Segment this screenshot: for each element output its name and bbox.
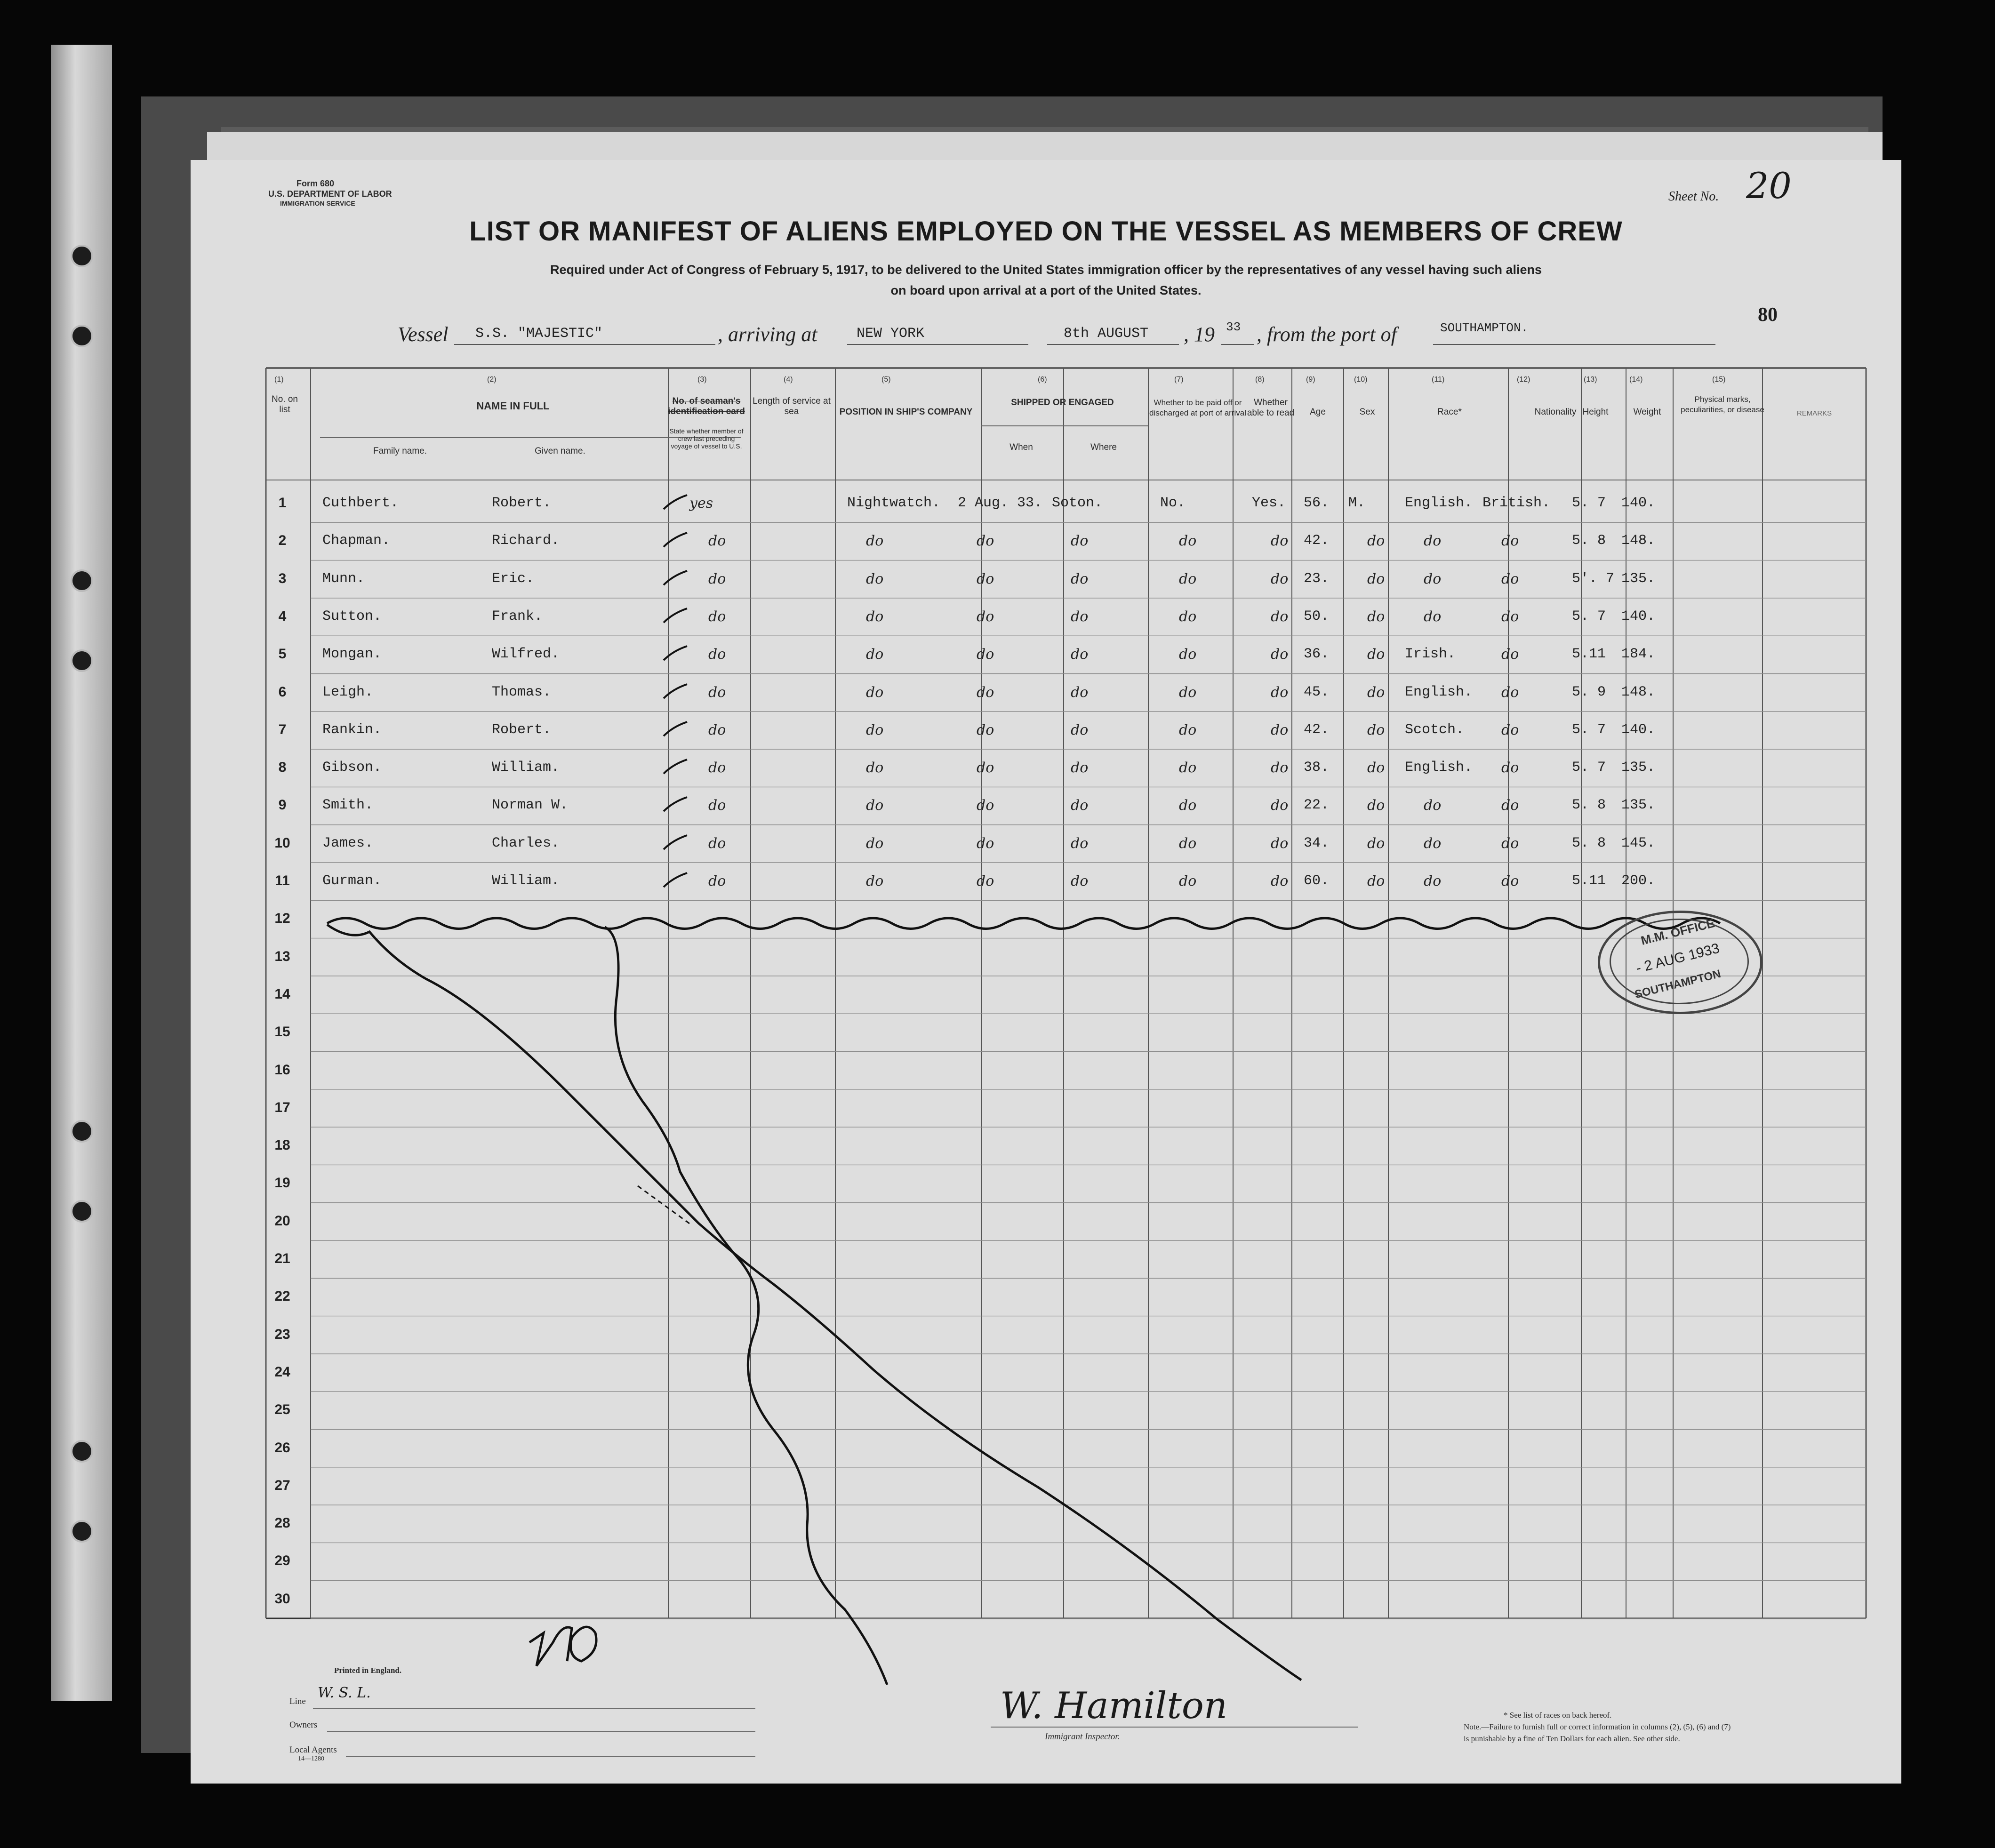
race-note: * See list of races on back hereof. — [1504, 1711, 1612, 1720]
cell-race: do — [1424, 797, 1442, 814]
cell-position: do — [866, 570, 884, 587]
footer-lines — [191, 160, 1901, 1784]
failure-note-2: is punishable by a fine of Ten Dollars for each alien. See other side. — [1464, 1734, 1680, 1743]
binder-hole — [71, 1120, 93, 1143]
row-number: 11 — [275, 873, 290, 888]
cell-sex: M. — [1348, 495, 1366, 511]
col-num-3: (3) — [697, 376, 707, 384]
header-shipped: SHIPPED OR ENGAGED — [1011, 398, 1114, 408]
cell-read: do — [1271, 608, 1289, 625]
cell-position: do — [866, 835, 884, 852]
stamp-top: M.M. OFFICE — [1639, 916, 1716, 948]
row-number: 16 — [274, 1062, 290, 1078]
page-number: 80 — [1758, 304, 1778, 326]
cell-when: do — [977, 684, 994, 701]
cell-weight: 148. — [1621, 533, 1656, 549]
cell-when: do — [977, 646, 994, 663]
cell-family: James. — [322, 835, 374, 851]
cell-family: Rankin. — [322, 721, 382, 738]
header-seaman-card-note: State whether member of crew last preceding voyage of vessel to U.S. — [669, 427, 744, 450]
header-sex: Sex — [1359, 407, 1375, 417]
cell-race: do — [1424, 873, 1442, 889]
cell-given: Wilfred. — [492, 646, 560, 663]
cell-card: do — [708, 760, 726, 776]
cell-when: do — [977, 721, 994, 738]
cell-given: Eric. — [492, 570, 535, 587]
cell-card: do — [708, 608, 726, 625]
col-num-14: (14) — [1629, 376, 1643, 384]
cell-weight: 140. — [1621, 608, 1656, 624]
cell-paid: do — [1179, 873, 1197, 889]
inspector-label: Immigrant Inspector. — [1045, 1732, 1120, 1742]
row-number: 3 — [278, 570, 287, 586]
cell-card: yes — [689, 495, 713, 512]
cell-given: William. — [492, 760, 560, 776]
cell-where: do — [1071, 721, 1089, 738]
printed-in: Printed in England. — [334, 1666, 402, 1675]
cell-age: 42. — [1304, 721, 1330, 738]
row-number: 26 — [274, 1440, 290, 1456]
cell-when: do — [977, 873, 994, 889]
row-number: 17 — [274, 1099, 290, 1115]
cell-race: do — [1424, 835, 1442, 852]
col-num-8: (8) — [1255, 376, 1265, 384]
binder-hole — [71, 1200, 93, 1223]
cell-family: Sutton. — [322, 608, 382, 624]
cell-sex: do — [1367, 533, 1385, 550]
header-name-in-full: NAME IN FULL — [476, 400, 550, 412]
cell-when: do — [977, 797, 994, 814]
cell-read: do — [1271, 721, 1289, 738]
cell-race: do — [1424, 608, 1442, 625]
line-value: W. S. L. — [318, 1685, 371, 1701]
inspector-signature: W. Hamilton — [1000, 1685, 1228, 1727]
cell-given: Richard. — [492, 533, 560, 549]
row-number: 7 — [278, 721, 287, 737]
cell-weight: 145. — [1621, 835, 1656, 851]
cell-height: 5. 7 — [1572, 760, 1606, 776]
cell-card: do — [708, 873, 726, 889]
row-number: 19 — [274, 1175, 290, 1191]
cell-where: do — [1071, 797, 1089, 814]
header-age: Age — [1310, 407, 1326, 417]
cell-sex: do — [1367, 684, 1385, 701]
header-remarks: REMARKS — [1796, 409, 1832, 417]
cell-weight: 148. — [1621, 684, 1656, 700]
cell-where: do — [1071, 608, 1089, 625]
cell-family: Chapman. — [322, 533, 391, 549]
cell-sex: do — [1367, 797, 1385, 814]
row-number: 8 — [278, 760, 287, 776]
cell-paid: do — [1179, 797, 1197, 814]
cell-height: 5. 9 — [1572, 684, 1606, 700]
row-number: 24 — [274, 1364, 290, 1380]
cell-where: Soton. — [1052, 495, 1103, 511]
binder-hole — [71, 1440, 93, 1463]
sheet-label: Sheet No. — [1668, 189, 1719, 204]
year-suffix: 33 — [1226, 320, 1241, 334]
cell-race: do — [1424, 570, 1442, 587]
cell-age: 23. — [1304, 570, 1330, 587]
cell-age: 42. — [1304, 533, 1330, 549]
cell-nationality: do — [1501, 760, 1519, 776]
header-given-name: Given name. — [535, 446, 585, 456]
cell-weight: 135. — [1621, 570, 1656, 587]
row-number: 27 — [274, 1477, 290, 1493]
row-number: 9 — [278, 797, 287, 813]
cell-given: Robert. — [492, 721, 552, 738]
cell-position: do — [866, 608, 884, 625]
cell-paid: do — [1179, 760, 1197, 776]
col-num-7: (7) — [1174, 376, 1184, 384]
header-able-read: Whether able to read — [1247, 398, 1295, 418]
departure-port: SOUTHAMPTON. — [1440, 321, 1529, 335]
department: U.S. DEPARTMENT OF LABOR — [268, 189, 392, 199]
header-where: Where — [1090, 442, 1117, 452]
col-num-1: (1) — [274, 376, 284, 384]
binder-hole — [71, 245, 93, 267]
cell-race: English. — [1405, 760, 1473, 776]
cell-sex: do — [1367, 873, 1385, 889]
cell-position: do — [866, 760, 884, 776]
cell-height: 5. 7 — [1572, 721, 1606, 738]
cell-sex: do — [1367, 835, 1385, 852]
line-label: Line — [289, 1696, 306, 1706]
arriving-label: , arriving at — [718, 323, 817, 346]
row-number: 5 — [278, 646, 287, 662]
cell-paid: do — [1179, 684, 1197, 701]
cell-nationality: do — [1501, 835, 1519, 852]
cell-paid: do — [1179, 646, 1197, 663]
cell-height: 5. 8 — [1572, 797, 1606, 814]
cell-read: do — [1271, 533, 1289, 550]
agents-code: 14—1280 — [298, 1755, 324, 1762]
cell-nationality: do — [1501, 646, 1519, 663]
cell-read: do — [1271, 570, 1289, 587]
cell-height: 5. 7 — [1572, 608, 1606, 624]
cell-where: do — [1071, 646, 1089, 663]
cell-where: do — [1071, 760, 1089, 776]
cell-height: 5.11 — [1572, 646, 1606, 663]
row-number: 1 — [278, 495, 287, 511]
row-number: 2 — [278, 533, 287, 549]
agents-label: Local Agents — [289, 1745, 337, 1755]
cell-position: do — [866, 797, 884, 814]
cell-card: do — [708, 533, 726, 550]
col-num-4: (4) — [784, 376, 793, 384]
row-number: 21 — [274, 1251, 290, 1266]
binder-hole — [71, 325, 93, 347]
cell-given: Norman W. — [492, 797, 569, 814]
cell-where: do — [1071, 835, 1089, 852]
row-number: 15 — [274, 1024, 290, 1040]
form-number: Form 680 — [296, 179, 335, 188]
col-num-6: (6) — [1038, 376, 1047, 384]
cell-sex: do — [1367, 608, 1385, 625]
cell-nationality: do — [1501, 533, 1519, 550]
cell-family: Mongan. — [322, 646, 382, 663]
row-number: 29 — [274, 1553, 290, 1569]
cell-age: 56. — [1304, 495, 1330, 511]
sheet-number: 20 — [1746, 165, 1792, 207]
cell-read: do — [1271, 797, 1289, 814]
cell-race: English. — [1405, 684, 1473, 700]
row-number: 18 — [274, 1137, 290, 1153]
cell-family: Gibson. — [322, 760, 382, 776]
cell-read: do — [1271, 873, 1289, 889]
owners-label: Owners — [289, 1720, 318, 1730]
arrival-date: 8th AUGUST — [1064, 326, 1149, 342]
cell-card: do — [708, 646, 726, 663]
cell-race: English. — [1405, 495, 1473, 511]
manifest-page — [191, 160, 1901, 1784]
cell-card: do — [708, 797, 726, 814]
cell-card: do — [708, 721, 726, 738]
cell-card: do — [708, 835, 726, 852]
cell-family: Smith. — [322, 797, 374, 814]
cell-position: Nightwatch. — [847, 495, 941, 511]
col-num-9: (9) — [1306, 376, 1315, 384]
cell-family: Gurman. — [322, 873, 382, 889]
header-length-service: Length of service at sea — [753, 396, 831, 416]
cell-height: 5. 8 — [1572, 835, 1606, 851]
cell-card: do — [708, 570, 726, 587]
cell-position: do — [866, 533, 884, 550]
cell-age: 34. — [1304, 835, 1330, 851]
cell-given: Charles. — [492, 835, 560, 851]
col-num-13: (13) — [1584, 376, 1597, 384]
cell-weight: 200. — [1621, 873, 1656, 889]
col-num-2: (2) — [487, 376, 497, 384]
header-paid-off: Whether to be paid off or discharged at port of arrival — [1149, 398, 1246, 417]
cell-age: 22. — [1304, 797, 1330, 814]
row-number: 12 — [274, 911, 290, 927]
cell-sex: do — [1367, 721, 1385, 738]
row-number: 13 — [274, 948, 290, 964]
vessel-name: S.S. "MAJESTIC" — [475, 326, 603, 342]
cell-age: 60. — [1304, 873, 1330, 889]
cell-when: do — [977, 835, 994, 852]
cell-weight: 140. — [1621, 495, 1656, 511]
header-nationality: Nationality — [1534, 407, 1577, 417]
cell-read: do — [1271, 760, 1289, 776]
binder-hole — [71, 649, 93, 672]
cell-height: 5. 7 — [1572, 495, 1606, 511]
cell-nationality: do — [1501, 570, 1519, 587]
cell-nationality: do — [1501, 684, 1519, 701]
cell-race: Irish. — [1405, 646, 1456, 663]
binder-hole — [71, 569, 93, 592]
cell-position: do — [866, 646, 884, 663]
row-number: 25 — [274, 1402, 290, 1418]
header-race: Race* — [1437, 407, 1462, 417]
arrival-port: NEW YORK — [857, 326, 925, 342]
cell-given: Frank. — [492, 608, 543, 624]
header-weight: Weight — [1633, 407, 1661, 417]
cell-when: do — [977, 533, 994, 550]
cell-given: William. — [492, 873, 560, 889]
cell-given: Thomas. — [492, 684, 552, 700]
cell-given: Robert. — [492, 495, 552, 511]
cell-height: 5'. 7 — [1572, 570, 1615, 587]
row-number: 22 — [274, 1288, 290, 1304]
cell-family: Leigh. — [322, 684, 374, 700]
cell-paid: do — [1179, 533, 1197, 550]
cell-where: do — [1071, 533, 1089, 550]
stamp-date: - 2 AUG 1933 — [1634, 940, 1722, 976]
cell-read: do — [1271, 684, 1289, 701]
col-num-12: (12) — [1517, 376, 1530, 384]
cell-paid: No. — [1160, 495, 1186, 511]
cell-when: 2 Aug. 33. — [958, 495, 1043, 511]
cell-sex: do — [1367, 760, 1385, 776]
cell-age: 45. — [1304, 684, 1330, 700]
cell-where: do — [1071, 684, 1089, 701]
cell-nationality: do — [1501, 873, 1519, 889]
cell-weight: 135. — [1621, 760, 1656, 776]
subtitle-line-2: on board upon arrival at a port of the United States. — [890, 283, 1202, 297]
header-position: POSITION IN SHIP'S COMPANY — [839, 407, 973, 417]
subtitle-line-1: Required under Act of Congress of February 5, 1917, to be delivered to the United States immigration officer by the representatives of any vessel having such aliens — [550, 263, 1542, 277]
cell-card: do — [708, 684, 726, 701]
cell-nationality: do — [1501, 608, 1519, 625]
cell-when: do — [977, 608, 994, 625]
header-family-name: Family name. — [373, 446, 427, 456]
binder-hole — [71, 1520, 93, 1543]
year-prefix: , 19 — [1184, 323, 1215, 346]
row-number: 10 — [274, 835, 290, 851]
cell-height: 5.11 — [1572, 873, 1606, 889]
cell-age: 38. — [1304, 760, 1330, 776]
header-height: Height — [1582, 407, 1609, 417]
cell-read: do — [1271, 646, 1289, 663]
cell-read: Yes. — [1252, 495, 1286, 511]
row-number: 30 — [274, 1591, 290, 1607]
cell-race: do — [1424, 533, 1442, 550]
cell-read: do — [1271, 835, 1289, 852]
header-no-on-list: No. on list — [272, 394, 298, 415]
cell-nationality: British. — [1482, 495, 1551, 511]
row-number: 14 — [274, 986, 290, 1002]
cell-position: do — [866, 721, 884, 738]
cell-race: Scotch. — [1405, 721, 1465, 738]
cell-paid: do — [1179, 570, 1197, 587]
row-number: 20 — [274, 1213, 290, 1229]
cell-paid: do — [1179, 608, 1197, 625]
cell-weight: 184. — [1621, 646, 1656, 663]
failure-note-1: Note.—Failure to furnish full or correct information in columns (2), (5), (6) and (7) — [1464, 1722, 1731, 1731]
cell-nationality: do — [1501, 721, 1519, 738]
cell-when: do — [977, 760, 994, 776]
cell-nationality: do — [1501, 797, 1519, 814]
header-when: When — [1010, 442, 1033, 452]
cell-age: 36. — [1304, 646, 1330, 663]
cell-sex: do — [1367, 646, 1385, 663]
row-number: 28 — [274, 1515, 290, 1531]
cell-when: do — [977, 570, 994, 587]
service: IMMIGRATION SERVICE — [280, 200, 355, 207]
header-seaman-card: No. of seaman's identification card — [668, 396, 745, 416]
header-physical: Physical marks, peculiarities, or disease — [1681, 395, 1764, 414]
from-label: , from the port of — [1257, 323, 1397, 346]
row-number: 6 — [278, 684, 287, 700]
cell-weight: 140. — [1621, 721, 1656, 738]
page-title: LIST OR MANIFEST OF ALIENS EMPLOYED ON THE VESSEL AS MEMBERS OF CREW — [469, 216, 1623, 247]
row-number: 4 — [278, 608, 287, 624]
cell-position: do — [866, 684, 884, 701]
cell-where: do — [1071, 873, 1089, 889]
cell-height: 5. 8 — [1572, 533, 1606, 549]
col-num-15: (15) — [1712, 376, 1726, 384]
cell-paid: do — [1179, 835, 1197, 852]
row-number: 23 — [274, 1326, 290, 1342]
cell-age: 50. — [1304, 608, 1330, 624]
col-num-11: (11) — [1432, 376, 1445, 384]
cell-paid: do — [1179, 721, 1197, 738]
col-num-5: (5) — [881, 376, 891, 384]
cell-family: Cuthbert. — [322, 495, 399, 511]
cell-family: Munn. — [322, 570, 365, 587]
col-num-10: (10) — [1354, 376, 1368, 384]
stamp-bottom: SOUTHAMPTON — [1633, 967, 1723, 1001]
cell-sex: do — [1367, 570, 1385, 587]
cell-where: do — [1071, 570, 1089, 587]
vessel-label: Vessel — [398, 323, 449, 346]
cell-weight: 135. — [1621, 797, 1656, 814]
cell-position: do — [866, 873, 884, 889]
